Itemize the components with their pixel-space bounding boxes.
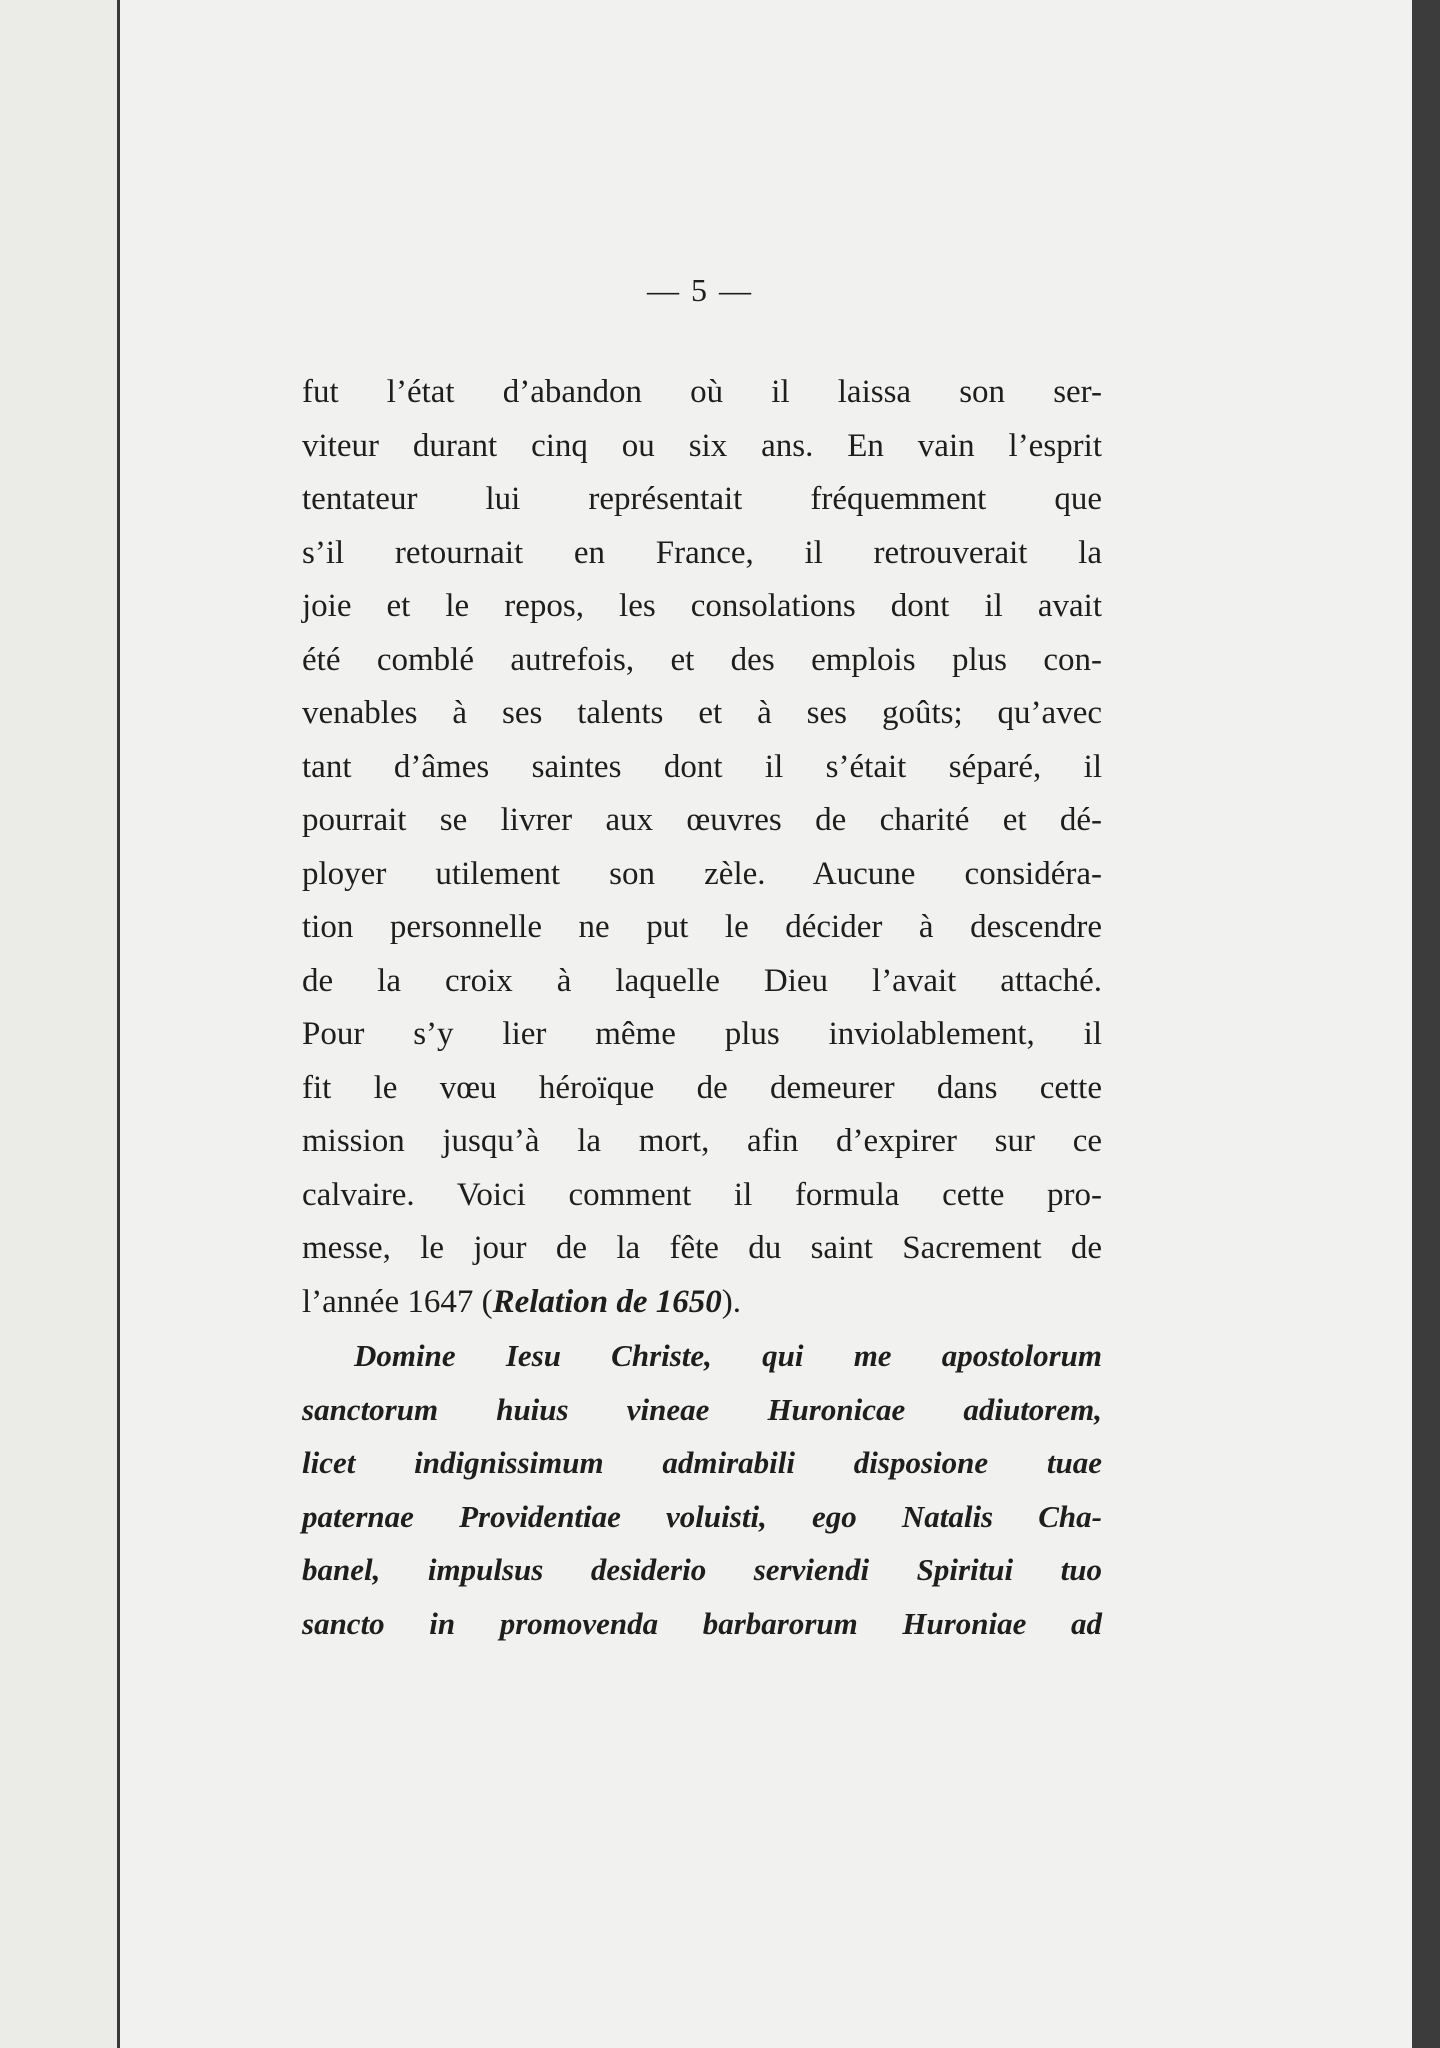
text-line: fut l’état d’abandon où il laissa son ser- [302,374,1102,410]
text-line: tant d’âmes saintes dont il s’était séparé, il [302,748,1102,785]
citation-suffix: ). [721,1283,742,1320]
text-line-last [302,1276,1102,1330]
page-edge-shadow [1412,0,1440,2048]
text-line: tentateur lui représentait fréquemment que [302,481,1102,517]
latin-line: Domine Iesu Christe, qui me apostolorum [354,1338,1102,1373]
text-line: messe, le jour de la fête du saint Sacrement de [302,1230,1102,1266]
latin-line: paternae Providentiae voluisti, ego Natalis Cha- [302,1498,1102,1534]
text-line: été comblé autrefois, et des emplois plus con- [302,641,1102,678]
text-line: fit le vœu héroïque de demeurer dans cette [302,1069,1102,1106]
text-line: Pour s’y lier même plus inviolablement, il [302,1016,1102,1052]
text-line: venables à ses talents et à ses goûts; qu’avec [302,695,1102,731]
page-number: — 5 — [647,272,753,308]
text-line: pourrait se livrer aux œuvres de charité et dé- [302,802,1102,838]
text-line: viteur durant cinq ou six ans. En vain l’esprit [302,427,1102,464]
text-line: tion personnelle ne put le décider à descendre [302,909,1102,945]
text-line: de la croix à laquelle Dieu l’avait attaché. [302,962,1102,999]
left-margin [0,0,118,2048]
text-line: calvaire. Voici comment il formula cette pro- [302,1176,1102,1213]
citation-title: Relation de 1650 [492,1283,722,1320]
citation-prefix: l’année 1647 ( [302,1283,493,1320]
latin-line: licet indignissimum admirabili disposione tuae [302,1445,1102,1480]
latin-line: banel, impulsus desiderio serviendi Spiritui tuo [302,1552,1102,1587]
body-text [302,366,1102,1650]
text-line: joie et le repos, les consolations dont il avait [302,588,1102,624]
text-line: ployer utilement son zèle. Aucune considéra- [302,855,1102,892]
latin-line: sancto in promovenda barbarorum Huroniae ad [302,1605,1102,1641]
text-line: s’il retournait en France, il retrouverait la [302,534,1102,571]
text-line: mission jusqu’à la mort, afin d’expirer sur ce [302,1123,1102,1159]
latin-line: sanctorum huius vineae Huronicae adiutorem, [302,1391,1102,1427]
